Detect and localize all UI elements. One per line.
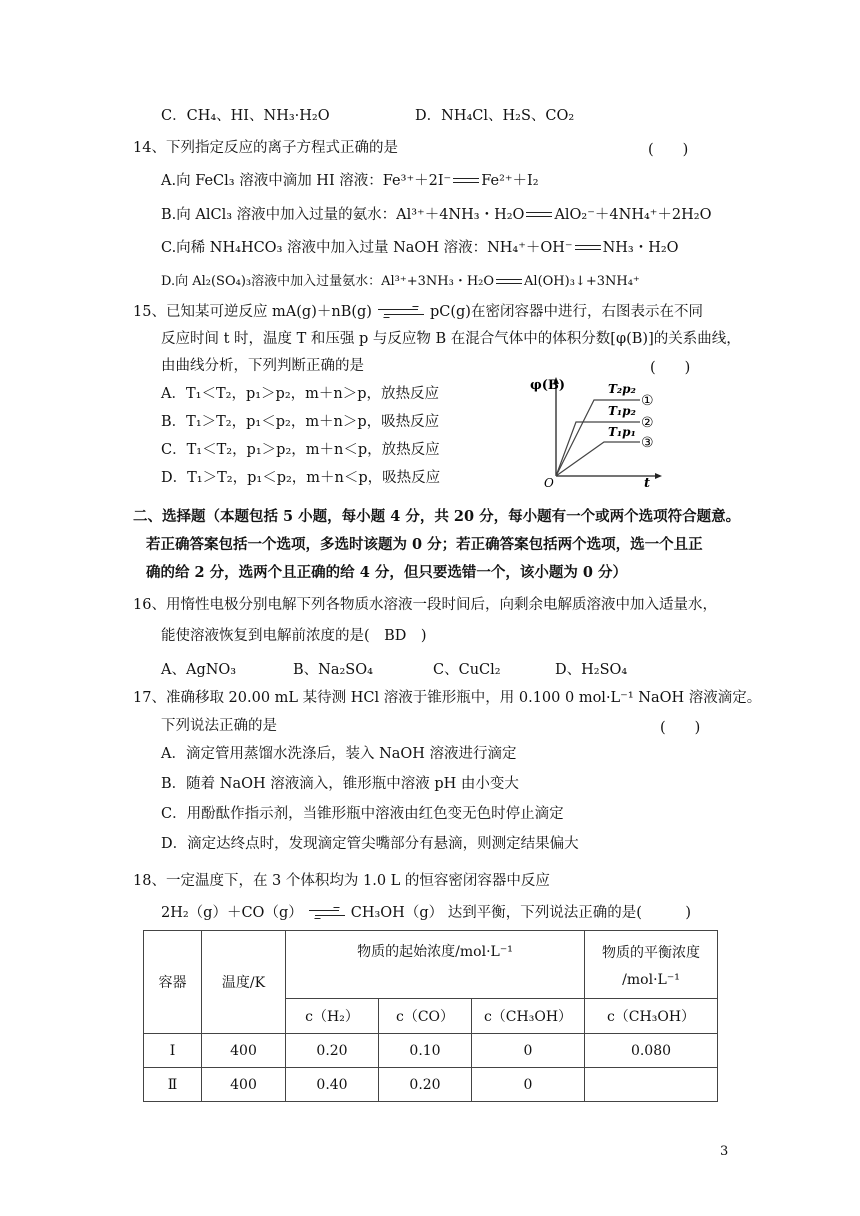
- q17-option-a: A．滴定管用蒸馏水洗涤后，装入 NaOH 溶液进行滴定: [161, 746, 517, 762]
- graph-curve-3: [556, 442, 640, 476]
- q14-option-b: B.向 AlCl₃ 溶液中加入过量的氨水：Al³⁺＋4NH₃・H₂O AlO₂⁻＋4NH₄⁺＋2H₂O: [161, 207, 712, 223]
- q18-table: [143, 930, 718, 1102]
- circle-1-marker: ①: [641, 393, 654, 409]
- q17-answer-paren: ( ): [660, 720, 701, 736]
- equals-sign-icon: [575, 243, 601, 253]
- row-2-h2: 0.40: [286, 1068, 379, 1102]
- subheader-ch3oh: c（CH₃OH）: [472, 999, 585, 1034]
- row-2-eq: [585, 1068, 718, 1102]
- subheader-h2: c（H₂）: [286, 999, 379, 1034]
- section2-line1: 二、选择题（本题包括 5 小题，每小题 4 分，共 20 分，每小题有一个或两个选项符合题意。: [133, 508, 741, 525]
- row-2-temp: 400: [202, 1068, 286, 1102]
- subheader-co: c（CO）: [379, 999, 472, 1034]
- row-1-co: 0.10: [379, 1034, 472, 1068]
- equilibrium-arrow-icon: [309, 907, 345, 919]
- q16-option-a: A、AgNO₃: [161, 662, 237, 678]
- row-2-co: 0.20: [379, 1068, 472, 1102]
- q15-stem-line2: 反应时间 t 时，温度 T 和压强 p 与反应物 B 在混合气体中的体积分数[φ(B)]的关系曲线，: [161, 331, 741, 347]
- q16-option-c: C、CuCl₂: [433, 662, 501, 678]
- row-1-container: Ⅰ: [144, 1034, 202, 1068]
- q14-answer-paren: ( ): [648, 142, 689, 158]
- header-temperature: 温度/K: [202, 931, 286, 1034]
- q18-equation: 2H₂（g）＋CO（g） CH₃OH（g） 达到平衡，下列说法正确的是( ): [161, 905, 692, 921]
- curve-1-label: T₂p₂: [608, 382, 636, 396]
- q16-stem: 16、用惰性电极分别电解下列各物质水溶液一段时间后，向剩余电解质溶液中加入适量水，: [133, 597, 717, 613]
- graph-y-label: φ(B): [530, 378, 566, 393]
- header-container: 容器: [144, 931, 202, 1034]
- q17-stem-line2: 下列说法正确的是: [161, 718, 277, 734]
- q15-answer-paren: ( ): [650, 360, 691, 376]
- q17-stem: 17、准确移取 20.00 mL 某待测 HCl 溶液于锥形瓶中，用 0.100 0 mol·L⁻¹ NaOH 溶液滴定。: [133, 690, 762, 706]
- q13-option-d: D．NH₄Cl、H₂S、CO₂: [415, 108, 575, 124]
- table-row: [144, 1034, 718, 1068]
- x-axis-arrow-icon: [655, 473, 662, 479]
- q13-option-c: C．CH₄、HI、NH₃·H₂O: [161, 108, 330, 124]
- row-2-container: Ⅱ: [144, 1068, 202, 1102]
- page-number: 3: [720, 1144, 729, 1159]
- section2-line3: 确的给 2 分，选两个且正确的给 4 分，但只要选错一个，该小题为 0 分）: [146, 564, 628, 581]
- q14-stem: 14、下列指定反应的离子方程式正确的是: [133, 140, 398, 156]
- q18-stem: 18、一定温度下，在 3 个体积均为 1.0 L 的恒容密闭容器中反应: [133, 873, 550, 889]
- q14-option-c: C.向稀 NH₄HCO₃ 溶液中加入过量 NaOH 溶液：NH₄⁺＋OH⁻ NH₃・H₂O: [161, 240, 679, 256]
- row-1-temp: 400: [202, 1034, 286, 1068]
- q15-option-c: C．T₁＜T₂，p₁＞p₂，m＋n＜p，放热反应: [161, 442, 440, 458]
- q15-option-b: B．T₁＞T₂，p₁＜p₂，m＋n＞p，吸热反应: [161, 414, 440, 430]
- q16-stem-line2: 能使溶液恢复到电解前浓度的是( BD ): [161, 628, 427, 644]
- row-1-h2: 0.20: [286, 1034, 379, 1068]
- graph-origin-label: O: [544, 476, 554, 490]
- q15-stem-line1: 15、已知某可逆反应 mA(g)＋nB(g) pC(g)在密闭容器中进行，右图表示在不同: [133, 304, 703, 320]
- q14-option-d: D.向 Al₂(SO₄)₃溶液中加入过量氨水：Al³⁺+3NH₃・H₂O Al(OH)₃↓+3NH₄⁺: [161, 274, 640, 289]
- q14-option-a: A.向 FeCl₃ 溶液中滴加 HI 溶液：Fe³⁺＋2I⁻ Fe²⁺＋I₂: [161, 173, 539, 189]
- row-1-ch3oh: 0: [472, 1034, 585, 1068]
- curve-3-label: T₁p₁: [608, 425, 636, 439]
- circle-2-marker: ②: [641, 415, 654, 431]
- section2-line2: 若正确答案包括一个选项，多选时该题为 0 分；若正确答案包括两个选项，选一个且正: [146, 536, 703, 553]
- equals-sign-icon: [496, 277, 522, 287]
- equals-sign-icon: [453, 176, 479, 186]
- q16-option-b: B、Na₂SO₄: [293, 662, 373, 678]
- header-equilibrium-concentration: 物质的平衡浓度 /mol·L⁻¹: [585, 931, 718, 999]
- q15-graph: [530, 373, 670, 491]
- q17-option-c: C．用酚酞作指示剂，当锥形瓶中溶液由红色变无色时停止滴定: [161, 806, 564, 822]
- q15-stem-line3: 由曲线分析，下列判断正确的是: [161, 358, 364, 374]
- q17-option-d: D．滴定达终点时，发现滴定管尖嘴部分有悬滴，则测定结果偏大: [161, 836, 579, 852]
- equilibrium-arrow-icon: [378, 306, 424, 318]
- q15-option-a: A．T₁＜T₂，p₁＞p₂，m＋n＞p，放热反应: [161, 386, 439, 402]
- table-row: [144, 1068, 718, 1102]
- subheader-eq-ch3oh: c（CH₃OH）: [585, 999, 718, 1034]
- q17-option-b: B．随着 NaOH 溶液滴入，锥形瓶中溶液 pH 由小变大: [161, 776, 519, 792]
- row-1-eq: 0.080: [585, 1034, 718, 1068]
- header-initial-concentration: 物质的起始浓度/mol·L⁻¹: [286, 931, 585, 999]
- q15-option-d: D．T₁＞T₂，p₁＜p₂，m＋n＜p，吸热反应: [161, 470, 441, 486]
- graph-x-label: t: [644, 476, 651, 491]
- equals-sign-icon: [526, 210, 552, 220]
- circle-3-marker: ③: [641, 435, 654, 451]
- row-2-ch3oh: 0: [472, 1068, 585, 1102]
- curve-2-label: T₁p₂: [608, 404, 636, 418]
- q16-option-d: D、H₂SO₄: [555, 662, 628, 678]
